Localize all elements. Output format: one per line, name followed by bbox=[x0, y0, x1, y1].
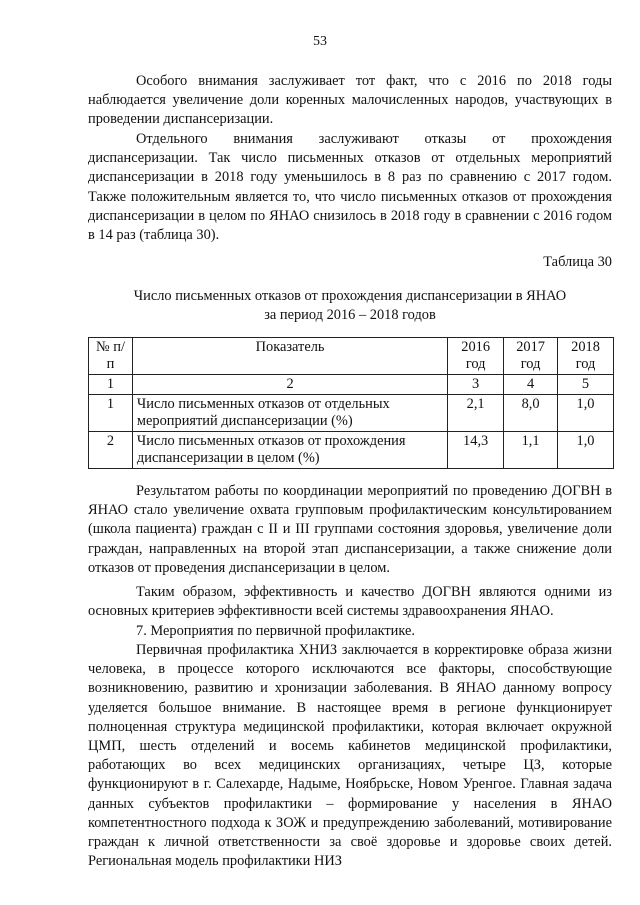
header-num: № п/п bbox=[89, 338, 133, 375]
section-heading-primary-prevention: 7. Мероприятия по первичной профилактике. bbox=[136, 623, 416, 639]
header-indicator: Показатель bbox=[132, 338, 447, 375]
row-indicator: Число письменных отказов от отдельных мероприятий диспансеризации (%) bbox=[132, 395, 447, 432]
paragraph-efficiency: Таким образом, эффективность и качество ДОГВН являются одними из основных критериев эффективности всей системы здравоохранения ЯНАО. bbox=[88, 584, 612, 620]
table-header-row bbox=[89, 338, 614, 375]
table-caption-line1: Число письменных отказов от прохождения диспансеризации в ЯНАО bbox=[133, 288, 567, 304]
header-2016: 2016 год bbox=[448, 338, 504, 375]
table-label: Таблица 30 bbox=[543, 254, 612, 270]
header-2017: 2017 год bbox=[504, 338, 558, 375]
table-caption-line2: за период 2016 – 2018 годов bbox=[264, 307, 436, 324]
row-value-2016: 14,3 bbox=[448, 432, 504, 469]
paragraph-kmns-share: Особого внимания заслуживает тот факт, что с 2016 по 2018 годы наблюдается увеличение доли коренных малочисленных народов, участвующих в проведении диспансеризации. bbox=[88, 73, 612, 128]
table-index-row bbox=[89, 375, 614, 395]
row-value-2018: 1,0 bbox=[558, 432, 614, 469]
table-caption bbox=[88, 287, 612, 325]
header-2018: 2018 год bbox=[558, 338, 614, 375]
paragraph-refusals: Отдельного внимания заслуживают отказы от прохождения диспансеризации. Так число письменных отказов от отдельных мероприятий диспансеризации в 2018 году уменьшилось в 8 раз по сравнению с 2017 годом. Также положительным является то, что число письменных отказов от прохождения диспансеризации в целом по ЯНАО снизилось в 2018 году в сравнении с 2016 годом в 14 раз (таблица 30). bbox=[88, 131, 612, 244]
row-value-2018: 1,0 bbox=[558, 395, 614, 432]
table-row bbox=[89, 432, 614, 469]
index-cell: 1 bbox=[89, 375, 133, 395]
paragraph-primary-prevention: Первичная профилактика ХНИЗ заключается в корректировке образа жизни человека, в процессе которого исключаются все факторы, способствующие возникновению, развитию и хронизации заболевания. В ЯНАО данному вопросу уделяется большое внимание. В настоящее время в регионе функционирует полноценная структура медицинской профилактики, которая включает окружной ЦМП, шесть отделений и восемь кабинетов медицинской профилактики, работающих во всех медицинских организациях, четыре ЦЗ, которые функционируют в г. Салехарде, Надыме, Ноябрьске, Новом Уренгое. Главная задача данных субъектов профилактики – формирование у населения в ЯНАО компетентностного подхода к ЗОЖ и предупреждению заболеваний, мотивирование граждан к личной ответственности за своё здоровье и здоровье своих детей. Региональная модель профилактики НИЗ bbox=[88, 642, 612, 870]
row-value-2016: 2,1 bbox=[448, 395, 504, 432]
refusals-table bbox=[88, 337, 614, 469]
row-num: 1 bbox=[89, 395, 133, 432]
index-cell: 2 bbox=[132, 375, 447, 395]
index-cell: 5 bbox=[558, 375, 614, 395]
index-cell: 4 bbox=[504, 375, 558, 395]
paragraph-dogvn-results: Результатом работы по координации мероприятий по проведению ДОГВН в ЯНАО стало увеличение охвата групповым профилактическим консультированием (школа пациента) граждан с II и III группами состояния здоровья, увеличение доли граждан, направленных на второй этап диспансеризации, а также снижение доли отказов от проведения диспансеризации в целом. bbox=[88, 483, 612, 576]
row-indicator: Число письменных отказов от прохождения диспансеризации в целом (%) bbox=[132, 432, 447, 469]
row-value-2017: 1,1 bbox=[504, 432, 558, 469]
row-value-2017: 8,0 bbox=[504, 395, 558, 432]
row-num: 2 bbox=[89, 432, 133, 469]
page-number: 53 bbox=[313, 34, 327, 49]
index-cell: 3 bbox=[448, 375, 504, 395]
table-row bbox=[89, 395, 614, 432]
